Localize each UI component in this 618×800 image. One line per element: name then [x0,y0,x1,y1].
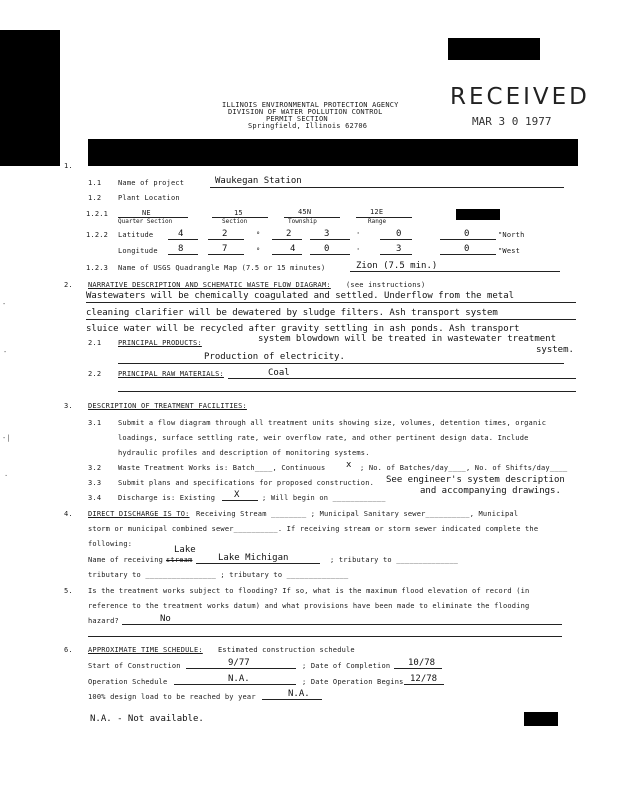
existing-mark: X [234,490,240,500]
margin-speckle: - [3,348,8,356]
project-name-label: Name of project [118,179,185,187]
usgs-map-label: Name of USGS Quadrangle Map (7.5 or 15 minutes) [118,264,326,272]
redaction-bar-header [88,139,578,166]
field-3-4-number: 3.4 [88,494,102,502]
lon-digit-3: 4 [290,244,296,254]
project-name-value: Waukegan Station [215,176,302,186]
lat-line-6 [440,239,496,240]
lat-degree-mark: ° [256,231,261,239]
plant-location-label: Plant Location [118,194,180,202]
operation-schedule-label: Operation Schedule [88,678,168,686]
raw-underline-2 [118,391,576,392]
lat-line-3 [272,239,302,240]
field-3-1-line2: loadings, surface settling rate, weir overflow rate, and other pertinent design data. Include [118,434,529,442]
range-label: Range [368,218,387,225]
field-3-2-text: Waste Treatment Works is: Batch____, Continuous [118,464,326,472]
field-3-2-number: 3.2 [88,464,102,472]
lat-digit-2: 2 [222,229,228,239]
footnote-na: N.A. - Not available. [90,714,204,724]
lat-digit-6: 0 [464,229,470,239]
field-3-3-value-line2: and accompanying drawings. [420,486,561,496]
lat-digit-4: 3 [324,229,330,239]
design-load-value: N.A. [288,689,310,699]
lat-digit-3: 2 [286,229,292,239]
lon-digit-1: 8 [178,244,184,254]
completion-label: ; Date of Completion [302,662,391,670]
agency-line2: DIVISION OF WATER POLLUTION CONTROL [228,108,383,116]
quarter-section-value: NE [142,209,151,217]
design-underline [262,699,322,700]
receiving-name-label: Name of receiving [88,556,164,564]
section6-title: APPROXIMATE TIME SCHEDULE: [88,646,203,654]
margin-speckle: -| [2,434,11,442]
lon-line-6 [440,254,496,255]
receiving-name-insert: Lake [174,545,196,555]
lon-line-1 [168,254,198,255]
raw-materials-label: PRINCIPAL RAW MATERIALS: [118,370,224,378]
field-1-2-3-number: 1.2.3 [86,264,109,272]
lon-digit-2: 7 [222,244,228,254]
flooding-underline-1 [122,624,562,625]
lat-direction: "North [498,231,525,239]
section-label: Section [222,218,248,225]
field-1-2-1-number: 1.2.1 [86,210,109,218]
margin-speckle: · [4,472,9,480]
agency-line3: PERMIT SECTION [266,115,328,123]
redaction-block-bottom [524,712,558,726]
op-begins-underline [404,684,444,685]
redaction-block-topright [448,38,540,60]
completion-value: 10/78 [408,658,436,668]
receiving-underline [196,563,320,564]
flooding-line2: reference to the treatment works datum) and what provisions have been made to eliminate the flooding [88,602,530,610]
section4-title: DIRECT DISCHARGE IS TO: [88,510,190,518]
field-3-3-text: Submit plans and specifications for proposed construction. [118,479,375,487]
field-3-3-value-line1: See engineer's system description [386,475,565,485]
operation-schedule-value: N.A. [228,674,250,684]
field-2-1-number: 2.1 [88,339,102,347]
receiving-water-value: Lake Michigan [218,553,289,563]
narrative-line-1: Wastewaters will be chemically coagulated and settled. Underflow from the metal [86,291,515,301]
redaction-block-topleft [0,30,60,166]
lon-minute-mark: ' [356,247,361,255]
section4-number: 4. [64,510,73,518]
principal-products-value: Production of electricity. [204,352,345,362]
lon-digit-6: 0 [464,244,470,254]
quarter-section-label: Quarter Section [118,218,173,225]
principal-products-label: PRINCIPAL PRODUCTS: [118,339,202,347]
operation-begins-value: 12/78 [410,674,438,684]
lat-minute-mark: ' [356,231,361,239]
section2-title: NARRATIVE DESCRIPTION AND SCHEMATIC WASTE FLOW DIAGRAM: [88,281,331,289]
field-3-2-tail: ; No. of Batches/day____, No. of Shifts/day____ [360,464,568,472]
lat-digit-1: 4 [178,229,184,239]
section6-title-note: Estimated construction schedule [218,646,355,654]
lon-line-5 [380,254,412,255]
latitude-label: Latitude [118,231,154,239]
lat-line-1 [168,239,198,240]
flooding-answer: No [160,614,171,624]
raw-materials-value: Coal [268,368,290,378]
field-1-2-2-number: 1.2.2 [86,231,109,239]
raw-underline-1 [228,378,576,379]
field-3-4-tail: ; Will begin on ____________ [262,494,386,502]
design-load-label: 100% design load to be reached by year [88,693,256,701]
start-construction-label: Start of Construction [88,662,181,670]
field-1-2-number: 1.2 [88,194,102,202]
discharge-line2: storm or municipal combined sewer__________. If receiving stream or storm sewer indicated complete the [88,525,539,533]
start-underline [186,668,296,669]
township-value: 45N [298,208,312,216]
narrative-underline-2 [86,319,576,320]
received-date-stamp: MAR 3 0 1977 [472,115,552,128]
received-stamp: RECEIVED [450,84,590,110]
longitude-label: Longitude [118,247,158,255]
lon-line-3 [272,254,302,255]
flooding-hazard-label: hazard? [88,617,119,625]
field-3-4-text: Discharge is: Existing [118,494,216,502]
narrative-line-4: system blowdown will be treated in wastewater treatment [258,334,557,344]
field-3-1-line1: Submit a flow diagram through all treatment units showing size, volumes, detention times, organic [118,419,547,427]
products-underline [118,363,564,364]
range-value: 12E [370,208,384,216]
tributary-line: tributary to ________________ ; tributary to ______________ [88,571,349,579]
usgs-underline [350,271,560,272]
continuous-mark: x [346,460,352,470]
receiving-name-strike: stream [166,556,193,564]
margin-speckle: - [2,300,7,308]
field-3-1-line3: hydraulic profiles and description of monitoring systems. [118,449,370,457]
lat-line-4 [310,239,350,240]
start-construction-value: 9/77 [228,658,250,668]
narrative-line-5: system. [536,345,574,355]
lon-line-4 [310,254,350,255]
section2-title-note: (see instructions) [346,281,426,289]
field-1-1-number: 1.1 [88,179,102,187]
field-3-3-number: 3.3 [88,479,102,487]
narrative-line-2: cleaning clarifier will be dewatered by sludge filters. Ash transport system [86,308,498,318]
discharge-line3: following: [88,540,133,548]
lat-line-5 [380,239,412,240]
completion-underline [394,668,442,669]
field-3-1-number: 3.1 [88,419,102,427]
lat-digit-5: 0 [396,229,402,239]
redaction-block-range [456,209,500,220]
field-2-2-number: 2.2 [88,370,102,378]
existing-underline [222,500,258,501]
lon-direction: "West [498,247,521,255]
lon-digit-4: 0 [324,244,330,254]
section1-number: 1. [64,162,73,170]
section3-title: DESCRIPTION OF TREATMENT FACILITIES: [88,402,247,410]
discharge-line1: Receiving Stream ________ ; Municipal Sanitary sewer__________, Municipal [196,510,519,518]
lon-digit-5: 3 [396,244,402,254]
township-label: Township [288,218,317,225]
narrative-line-3: sluice water will be recycled after gravity settling in ash ponds. Ash transport [86,324,520,334]
lat-line-2 [208,239,244,240]
receiving-tail: ; tributary to ______________ [330,556,459,564]
section2-number: 2. [64,281,73,289]
project-name-underline [210,187,564,188]
lon-line-2 [208,254,244,255]
agency-line4: Springfield, Illinois 62706 [248,122,368,130]
section6-number: 6. [64,646,73,654]
flooding-line1: Is the treatment works subject to flooding? If so, what is the maximum flood elevation of record (in [88,587,530,595]
lon-degree-mark: ° [256,247,261,255]
narrative-underline-1 [86,302,576,303]
operation-underline [174,684,296,685]
section-value: 15 [234,209,243,217]
agency-line1: ILLINOIS ENVIRONMENTAL PROTECTION AGENCY [222,101,399,109]
flooding-underline-2 [88,636,562,637]
operation-begins-label: ; Date Operation Begins [302,678,404,686]
section5-number: 5. [64,587,73,595]
usgs-map-value: Zion (7.5 min.) [356,261,438,271]
section3-number: 3. [64,402,73,410]
